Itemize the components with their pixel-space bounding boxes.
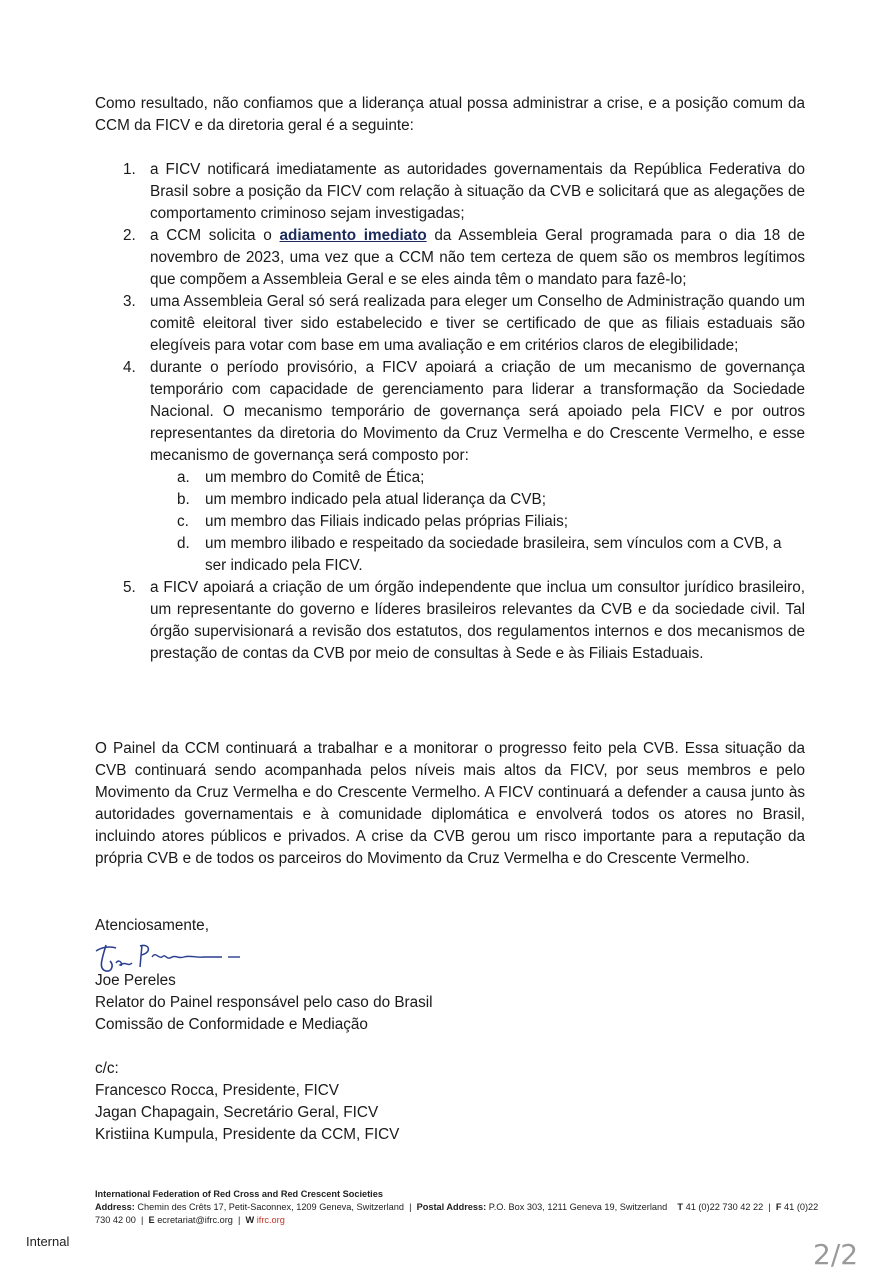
sub-list-letter: b. (177, 491, 190, 508)
sub-list-text: um membro das Filiais indicado pelas próprias Filiais; (205, 513, 569, 530)
cc-recipient: Francesco Rocca, Presidente, FICV (95, 1082, 339, 1099)
sub-list-letter: a. (177, 469, 190, 486)
outro-paragraph: O Painel da CCM continuará a trabalhar e a monitorar o progresso feito pela CVB. Essa situação da CVB continuará sendo acompanhada pelos níveis mais altos da FICV, por seus membros e pelo Movimento da Cruz Vermelha e do Crescente Vermelho. A FICV continuará a defender a causa junto às autoridades governamentais e à comunidade diplomática e envolverá todos os atores no Brasil, incluindo atores públicos e privados. A crise da CVB gerou um risco importante para a reputação da própria CVB e de todos os parceiros do Movimento da Cruz Vermelha e do Crescente Vermelho. (95, 740, 805, 867)
sub-list-text: um membro ilibado e respeitado da sociedade brasileira, sem vínculos com a CVB, a ser indicado pela FICV. (205, 535, 782, 574)
footer-org: International Federation of Red Cross and Red Crescent Societies (95, 1189, 383, 1199)
cc-recipient: Kristiina Kumpula, Presidente da CCM, FICV (95, 1126, 400, 1143)
footer-web-label: W (245, 1215, 255, 1225)
separator: | (238, 1215, 241, 1225)
footer-phone-label: T (677, 1202, 684, 1212)
signer-org: Comissão de Conformidade e Mediação (95, 1016, 368, 1033)
signer-name: Joe Pereles (95, 972, 176, 989)
emphasis-text: adiamento imediato (279, 227, 427, 244)
footer-web-link[interactable]: ifrc.org (256, 1215, 285, 1225)
list-item (95, 357, 805, 577)
sub-list-text: um membro do Comitê de Ética; (205, 469, 425, 486)
list-item-text: a FICV notificará imediatamente as autoridades governamentais da República Federativa do Brasil sobre a posição da FICV com relação à situação da CVB e solicitará que as alegações de comportamento criminoso sejam investigadas; (150, 161, 805, 222)
footer-postal: P.O. Box 303, 1211 Geneva 19, Switzerland (488, 1202, 668, 1212)
cc-block (95, 1058, 399, 1146)
list-item-text-pre: a CCM solicita o (150, 227, 280, 244)
sub-list-item (150, 489, 805, 511)
list-item (95, 225, 805, 291)
letterhead-footer (95, 1188, 820, 1227)
sub-list-letter: c. (177, 513, 189, 530)
signer-block (95, 970, 433, 1036)
cc-recipient: Jagan Chapagain, Secretário Geral, FICV (95, 1104, 379, 1121)
separator: | (140, 1215, 144, 1225)
sub-list-item (150, 533, 805, 577)
sub-list (150, 467, 805, 577)
list-item (95, 159, 805, 225)
list-item (95, 291, 805, 357)
list-item-text: durante o período provisório, a FICV apoiará a criação de um mecanismo de governança temporário com capacidade de gerenciamento para liderar a transformação da Sociedade Nacional. O mecanismo temporário de governança será apoiado pela FICV e por outros representantes da diretoria do Movimento da Cruz Vermelha e do Crescente Vermelho, e esse mecanismo de governança será composto por: (150, 359, 805, 464)
sub-list-item (150, 467, 805, 489)
list-number: 4. (123, 359, 136, 376)
list-number: 1. (123, 161, 136, 178)
footer-address-label: Address: (95, 1202, 135, 1212)
footer-postal-label: Postal Address: (416, 1202, 487, 1212)
sub-list-letter: d. (177, 535, 190, 552)
list-item-text-post: da Assembleia Geral programada para o dia 18 de novembro de 2023, uma vez que a CCM não tem certeza de quem são os membros legítimos que compõem a Assembleia Geral e se eles ainda têm o mandato para fazê-lo; (150, 227, 805, 288)
signer-role: Relator do Painel responsável pelo caso do Brasil (95, 994, 433, 1011)
list-number: 3. (123, 293, 136, 310)
closing: Atenciosamente, (95, 917, 209, 934)
list-number: 5. (123, 579, 136, 596)
list-number: 2. (123, 227, 136, 244)
footer-address: Chemin des Crêts 17, Petit-Saconnex, 1209 Geneva, Switzerland (137, 1202, 404, 1212)
separator: | (409, 1202, 412, 1212)
page-number: 2/2 (813, 1238, 859, 1271)
sub-list-item (150, 511, 805, 533)
footer-email-label: E (148, 1215, 155, 1225)
sub-list-text: um membro indicado pela atual liderança da CVB; (205, 491, 546, 508)
list-item (95, 577, 805, 665)
footer-email: ecretariat@ifrc.org (157, 1215, 233, 1225)
intro-paragraph: Como resultado, não confiamos que a liderança atual possa administrar a crise, e a posição comum da CCM da FICV e da diretoria geral é a seguinte: (95, 95, 805, 134)
separator: | (768, 1202, 771, 1212)
footer-phone: 41 (0)22 730 42 22 (685, 1202, 764, 1212)
position-list (95, 159, 805, 665)
cc-label: c/c: (95, 1060, 119, 1077)
classification-label: Internal (26, 1234, 70, 1249)
list-item-text: a FICV apoiará a criação de um órgão independente que inclua um consultor jurídico brasileiro, um representante do governo e líderes brasileiros relevantes da CVB e da sociedade civil. Tal órgão supervisionará a revisão dos estatutos, dos regulamentos internos e dos mecanismos de prestação de contas da CVB por meio de consultas à Sede e às Filiais Estaduais. (150, 579, 805, 662)
footer-fax: 41 (0)22 730 42 00 (95, 1202, 819, 1225)
list-item-text: uma Assembleia Geral só será realizada para eleger um Conselho de Administração quando um comitê eleitoral tiver sido estabelecido e tiver se certificado de que as filiais estaduais são elegíveis para votar com base em uma avaliação e em critérios claros de elegibilidade; (150, 293, 805, 354)
footer-fax-label: F (775, 1202, 782, 1212)
